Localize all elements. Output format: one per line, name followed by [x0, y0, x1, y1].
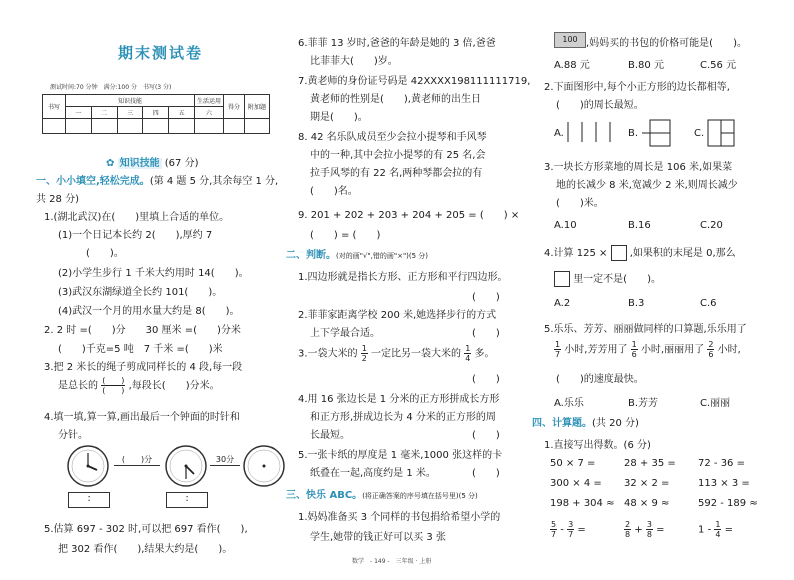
- part1-heading: [36, 172, 278, 187]
- j4-paren[interactable]: ( ): [472, 430, 500, 441]
- c4-option-b[interactable]: B.3: [628, 298, 645, 309]
- score-header-writing: 书写: [43, 95, 66, 119]
- c5-f2-den: 6: [631, 350, 637, 359]
- j3-f2-num: 1: [465, 344, 471, 353]
- c2b-text: ( )的周长最短。: [556, 100, 644, 111]
- score-col-2: 二: [91, 107, 117, 119]
- c3b-text: 地的长减少 8 米,宽减少 2 米,则周长减少: [556, 180, 738, 191]
- c2-option-b[interactable]: B.: [628, 128, 639, 139]
- fa-eq: =: [577, 524, 586, 536]
- calc-4: 300 × 4 =: [550, 478, 602, 489]
- calc-7: 198 + 304 ≈: [550, 498, 615, 509]
- c5-line2: [554, 340, 741, 359]
- c1-text: 1.妈妈准备买 3 个同样的书包捐给希望小学的: [298, 512, 501, 523]
- fb-eq: =: [656, 524, 665, 536]
- knowledge-icon: ✿: [106, 158, 115, 169]
- c5-text: 5.乐乐、芳芳、丽丽做同样的口算题,乐乐用了: [544, 324, 747, 335]
- q4-arrow-2-label: 30分: [210, 454, 240, 466]
- c5-fraction-3: [707, 340, 714, 359]
- q3-mid2: ,每段长( )分米。: [128, 380, 220, 392]
- c5-f3-den: 6: [708, 350, 714, 359]
- q9-text: 9. 201 + 202 + 203 + 204 + 205 = ( ) ×: [298, 210, 520, 221]
- j4c-text: 长最短。: [310, 430, 350, 441]
- c5-t2: 小时,丽丽用了: [640, 344, 705, 356]
- score-col-6: 六: [195, 107, 224, 119]
- j4-text: 4.用 16 张边长是 1 分米的正方形拼成长方形: [298, 394, 500, 405]
- part1-note-2: 共 28 分): [36, 194, 79, 205]
- q4-time-box-1[interactable]: :: [68, 492, 110, 508]
- c4-blank-box[interactable]: [611, 245, 627, 261]
- fc-d: 4: [715, 530, 721, 539]
- c1c-text: ,妈妈买的书包的价格可能是( )。: [586, 38, 747, 49]
- fb-op: +: [634, 524, 643, 536]
- fc-op: -: [707, 524, 712, 536]
- part4-note: (共 20 分): [592, 418, 639, 429]
- calc-6: 113 × 3 =: [698, 478, 750, 489]
- q4b-text: 分针。: [58, 430, 88, 441]
- c5-f3-num: 2: [708, 340, 714, 349]
- q7c-text: 期是( )。: [310, 112, 368, 123]
- score-table: [42, 94, 270, 134]
- q1-text: 1.(湖北武汉)在( )里填上合适的单位。: [44, 212, 230, 223]
- q2a-text: 2. 2 时 =( )分 30 厘米 =( )分米: [44, 325, 241, 336]
- calc-1: 50 × 7 =: [550, 458, 596, 469]
- page-title: 期末测试卷: [118, 44, 204, 62]
- k1-text: 1.直接写出得数。(6 分): [544, 440, 651, 451]
- j5-paren[interactable]: ( ): [472, 468, 500, 479]
- q8d-text: ( )名。: [310, 186, 358, 197]
- c3-option-c[interactable]: C.20: [700, 220, 723, 231]
- q1-1b-text: ( )。: [86, 248, 124, 259]
- c2-figure-a: [566, 120, 614, 144]
- q3-fraction-den: ( ): [102, 386, 125, 395]
- c4-text: [544, 244, 736, 261]
- j2b-text: 上下学最合适。: [310, 328, 380, 339]
- part1-title: 一、小小填空,轻松完成。: [36, 176, 150, 187]
- part4-title: 四、计算题。: [532, 418, 592, 429]
- q9b-text: ( ) = ( ): [310, 230, 381, 241]
- q7-text: 7.黄老师的身份证号码是 42XXXX198111111719,: [298, 76, 531, 87]
- score-col-3: 三: [117, 107, 143, 119]
- c5-f2-num: 1: [631, 340, 637, 349]
- q3-fraction: [101, 376, 125, 395]
- q6b-text: 比菲菲大( )岁。: [310, 56, 398, 67]
- q4-text: 4.填一填,算一算,画出最后一个钟面的时针和: [44, 412, 240, 423]
- c3c-text: ( )米。: [556, 198, 604, 209]
- c5-t3: 小时,: [717, 344, 741, 356]
- c1-option-a[interactable]: A.88 元: [554, 60, 590, 71]
- q8b-text: 中的一种,其中会拉小提琴的有 25 名,会: [310, 150, 486, 161]
- calc-frac-b: [624, 520, 665, 539]
- clock-face-1: [66, 444, 110, 488]
- q4-arrow-1-label: ( )分: [114, 454, 160, 466]
- j3-fraction-2: [464, 344, 471, 363]
- q3-mid: 是总长的: [58, 380, 98, 392]
- j5-text: 5.一张卡纸的厚度是 1 毫米,1000 张这样的卡: [298, 450, 503, 461]
- j3-paren[interactable]: ( ): [472, 374, 500, 385]
- calc-2: 28 + 35 =: [624, 458, 676, 469]
- c5-option-a[interactable]: A.乐乐: [554, 398, 584, 409]
- c5-fraction-1: [554, 340, 561, 359]
- q3-fraction-num: ( ): [102, 376, 125, 385]
- section-points: (67 分): [164, 158, 199, 169]
- q3-line2: [58, 376, 220, 395]
- part2-title: 二、判断。: [286, 250, 336, 261]
- q1-2-text: (2)小学生步行 1 千米大约用时 14( )。: [58, 268, 249, 279]
- fa-d1: 7: [551, 530, 557, 539]
- j3-post: 多。: [474, 348, 495, 360]
- j3-text: [298, 344, 494, 363]
- j3-mid: 一定比另一袋大米的: [371, 348, 462, 360]
- fa-op: -: [560, 524, 564, 536]
- q3-text: 3.把 2 米长的绳子剪成同样长的 4 段,每一段: [44, 362, 243, 373]
- fc-eq: =: [724, 524, 734, 536]
- c3-option-a[interactable]: A.10: [554, 220, 577, 231]
- j3-f1-num: 1: [361, 344, 367, 353]
- score-header-life: 生活运用: [195, 95, 224, 107]
- page-footer: 数学 - 149 - 三年级 · 上册: [352, 558, 432, 565]
- q5b-text: 把 302 看作( ),结果大约是( )。: [58, 544, 233, 555]
- score-col-4: 四: [143, 107, 169, 119]
- fa-d2: 7: [568, 530, 574, 539]
- fc-n: 1: [715, 520, 721, 529]
- part1-note: (第 4 题 5 分,其余每空 1 分,: [149, 176, 279, 187]
- j3-f1-den: 2: [361, 354, 367, 363]
- j2-text: 2.菲菲家距离学校 200 米,她选择步行的方式: [298, 310, 497, 321]
- calc-3: 72 - 36 =: [698, 458, 745, 469]
- c2-option-a[interactable]: A.: [554, 128, 564, 139]
- q8c-text: 拉手风琴的有 22 名,两种琴都会拉的有: [310, 168, 483, 179]
- score-header-extra: 附加题: [245, 95, 270, 119]
- exam-meta: 测试时间:70 分钟 满分:100 分 书写(3 分): [50, 84, 172, 91]
- c5-t1: 小时,芳芳用了: [564, 344, 628, 356]
- calc-frac-c: [698, 520, 733, 539]
- c1b-text: 学生,她带的钱正好可以买 3 张: [310, 532, 446, 543]
- j3-pre: 3.一袋大米的: [298, 348, 358, 360]
- q4-time-box-2[interactable]: :: [166, 492, 208, 508]
- clock-face-2: [164, 444, 208, 488]
- fb-n2: 3: [646, 520, 652, 529]
- c4-option-c[interactable]: C.6: [700, 298, 717, 309]
- section-knowledge: [106, 154, 198, 169]
- c4-pre: 4.计算 125 ×: [544, 248, 608, 259]
- clock-face-3: [242, 444, 286, 488]
- q8-text: 8. 42 名乐队成员至少会拉小提琴和手风琴: [298, 132, 487, 143]
- q1-3-text: (3)武汉东湖绿道全长约 101( )。: [58, 287, 223, 298]
- q1-4-text: (4)武汉一个月的用水量大约是 8( )。: [58, 306, 240, 317]
- fa-n1: 5: [551, 520, 557, 529]
- c4b-text: 里一定不是( )。: [573, 274, 661, 285]
- calc-frac-a: [550, 520, 586, 539]
- c5-f1-num: 1: [555, 340, 561, 349]
- part4-heading: [532, 414, 639, 429]
- c5-f1-den: 7: [555, 350, 561, 359]
- banknote-image: 100: [554, 32, 586, 48]
- c4b-line: [554, 270, 661, 287]
- fb-d1: 8: [625, 530, 631, 539]
- c1-option-c[interactable]: C.56 元: [700, 60, 737, 71]
- q6-text: 6.菲菲 13 岁时,爸爸的年龄是她的 3 倍,爸爸: [298, 38, 496, 49]
- c3-option-b[interactable]: B.16: [628, 220, 651, 231]
- q7b-text: 黄老师的性别是( ),黄老师的出生日: [310, 94, 481, 105]
- c5-fraction-2: [631, 340, 638, 359]
- score-col-1: 一: [66, 107, 92, 119]
- calc-9: 592 - 189 ≈: [698, 498, 758, 509]
- score-header-knowledge: 知识技能: [66, 95, 195, 107]
- j3-f2-den: 4: [465, 354, 471, 363]
- fb-n1: 2: [625, 520, 631, 529]
- fa-n2: 3: [568, 520, 574, 529]
- c4-post: ,如果积的末尾是 0,那么: [629, 248, 736, 259]
- j1-paren[interactable]: ( ): [472, 292, 500, 303]
- calc-8: 48 × 9 ≈: [624, 498, 670, 509]
- c4-blank-box-2[interactable]: [554, 271, 570, 287]
- fb-d2: 8: [646, 530, 652, 539]
- c5-option-b[interactable]: B.芳芳: [628, 398, 659, 409]
- j3-fraction-1: [361, 344, 368, 363]
- c5-option-c[interactable]: C.丽丽: [700, 398, 731, 409]
- j5b-text: 纸叠在一起,高度约是 1 米。: [310, 468, 436, 479]
- part3-note: (将正确答案的序号填在括号里)(5 分): [362, 492, 478, 500]
- c3-text: 3.一块长方形菜地的周长是 106 米,如果菜: [544, 162, 733, 173]
- c2-option-c[interactable]: C.: [694, 128, 705, 139]
- c2-figure-c: [706, 118, 742, 148]
- part2-note: (对的画"√",错的画"×")(5 分): [336, 252, 429, 260]
- q5-text: 5.估算 697 - 302 时,可以把 697 看作( ),: [44, 524, 248, 535]
- score-col-5: 五: [169, 107, 195, 119]
- j1-text: 1.四边形就是指长方形、正方形和平行四边形。: [298, 272, 508, 283]
- j2-paren[interactable]: ( ): [472, 328, 500, 339]
- section-label: 知识技能: [119, 158, 160, 169]
- c5c-text: ( )的速度最快。: [556, 374, 644, 385]
- calc-5: 32 × 2 =: [624, 478, 670, 489]
- part3-title: 三、快乐 ABC。: [286, 490, 363, 501]
- q1-1-text: (1)一个日记本长约 2( ),厚约 7: [58, 230, 213, 241]
- q2b-text: ( )千克=5 吨 7 千米 =( )米: [58, 344, 223, 355]
- j4b-text: 和正方形,拼成边长为 4 分米的正方形的周: [310, 412, 496, 423]
- part2-heading: [286, 246, 428, 261]
- fc-w: 1: [698, 524, 705, 536]
- c1-option-b[interactable]: B.80 元: [628, 60, 664, 71]
- c2-text: 2.下面图形中,每个小正方形的边长都相等,: [544, 82, 730, 93]
- part3-heading: [286, 486, 478, 501]
- c2-figure-b: [640, 118, 680, 148]
- score-header-total: 得分: [224, 95, 245, 119]
- c4-option-a[interactable]: A.2: [554, 298, 571, 309]
